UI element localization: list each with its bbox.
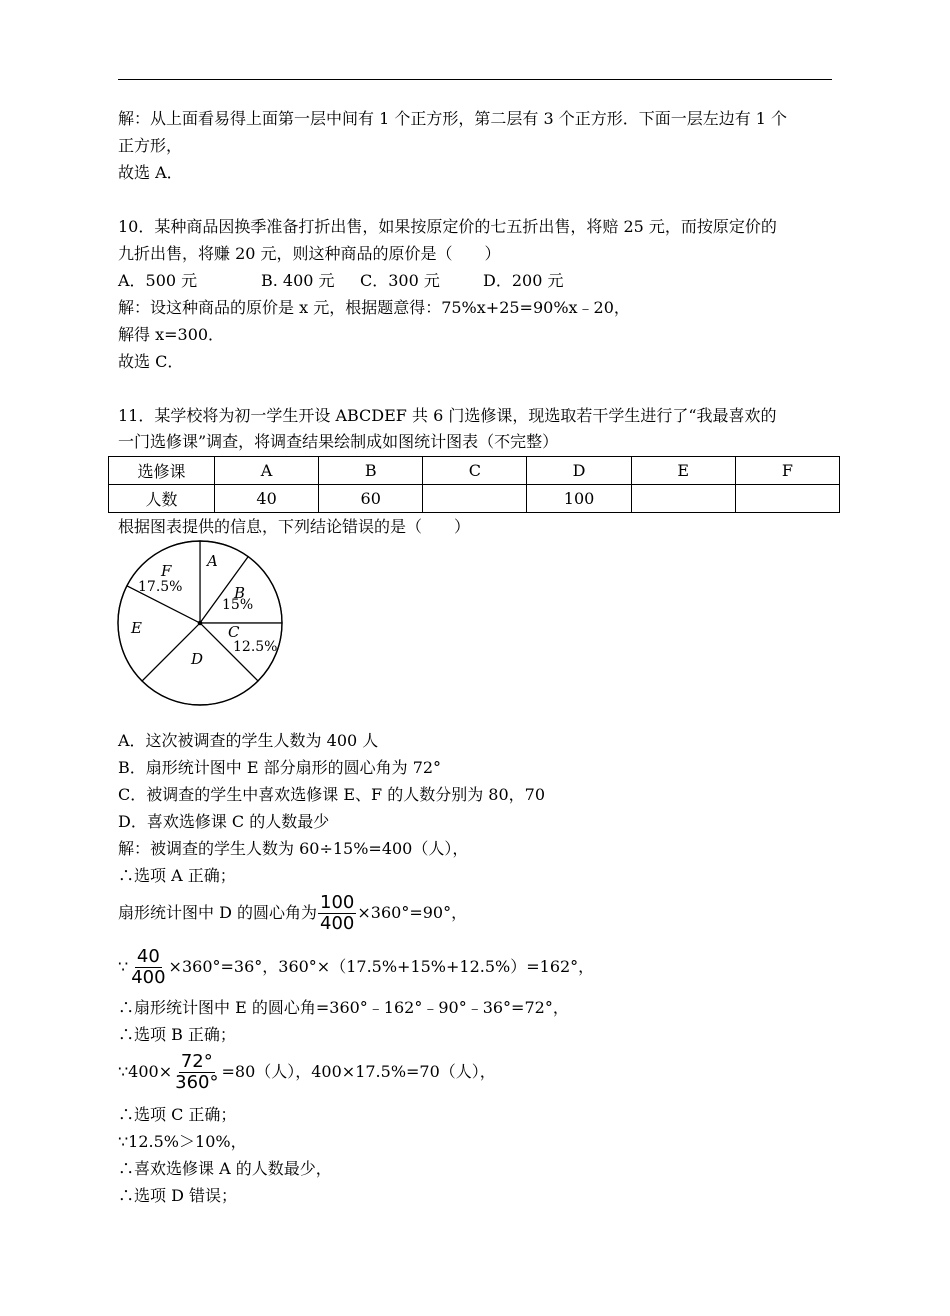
table-cell: 40 bbox=[215, 485, 319, 513]
text-segment: ×360°=36°，360°×（17.5%+15%+12.5%）=162°， bbox=[168, 957, 595, 976]
fraction-72-360 bbox=[173, 1052, 220, 1093]
table-row bbox=[109, 485, 840, 513]
fraction-100-400 bbox=[318, 893, 356, 934]
course-table bbox=[108, 456, 840, 513]
q11-option-a: A．这次被调查的学生人数为 400 人 bbox=[118, 731, 379, 750]
q11-sol-line2: ∴选项 A 正确； bbox=[118, 866, 236, 885]
table-cell bbox=[423, 485, 527, 513]
pie-center-dot bbox=[198, 621, 203, 626]
q10-stem-line2: 九折出售，将赚 20 元，则这种商品的原价是（ ） bbox=[118, 244, 501, 263]
pie-label-d: D bbox=[191, 650, 204, 668]
fraction-numerator: 100 bbox=[320, 892, 355, 913]
pie-pct-f: 17.5% bbox=[138, 579, 183, 595]
fraction-numerator: 40 bbox=[136, 946, 160, 967]
q11-sol-line10: ∴喜欢选修课 A 的人数最少， bbox=[118, 1159, 332, 1178]
text-segment: 扇形统计图中 D 的圆心角为 bbox=[118, 903, 318, 922]
header-rule bbox=[118, 79, 832, 80]
q10-option-a: A．500 元 bbox=[118, 271, 198, 290]
q9-solution-line2: 正方形， bbox=[118, 136, 183, 155]
q11-sol-line7 bbox=[118, 1049, 496, 1095]
q10-option-d: D．200 元 bbox=[483, 271, 564, 290]
q11-sol-line4 bbox=[118, 944, 594, 990]
table-header-row bbox=[109, 457, 840, 485]
table-cell: 60 bbox=[319, 485, 423, 513]
fraction-denominator: 400 bbox=[131, 967, 166, 988]
q11-sol-line11: ∴选项 D 错误； bbox=[118, 1186, 238, 1205]
pie-chart bbox=[116, 536, 290, 710]
text-segment: ∵ bbox=[118, 957, 129, 976]
q11-sol-line8: ∴选项 C 正确； bbox=[118, 1105, 237, 1124]
q11-sol-line1: 解：被调查的学生人数为 60÷15%=400（人）， bbox=[118, 839, 469, 858]
q10-answer: 故选 C． bbox=[118, 352, 184, 371]
table-cell: 选修课 bbox=[109, 457, 215, 485]
q11-option-d: D．喜欢选修课 C 的人数最少 bbox=[118, 812, 330, 831]
q11-stem-line1: 11．某学校将为初一学生开设 ABCDEF 共 6 门选修课，现选取若干学生进行了“我最喜欢的 bbox=[118, 406, 777, 425]
fraction-denominator: 400 bbox=[320, 913, 355, 934]
table-cell: 100 bbox=[527, 485, 631, 513]
q11-question: 根据图表提供的信息，下列结论错误的是（ ） bbox=[118, 517, 471, 536]
fraction-numerator: 72° bbox=[180, 1051, 213, 1072]
q10-stem-line1: 10．某种商品因换季准备打折出售，如果按原定价的七五折出售，将赔 25 元，而按原定价的 bbox=[118, 217, 777, 236]
q9-solution-line1: 解：从上面看易得上面第一层中间有 1 个正方形，第二层有 3 个正方形．下面一层左边有 1 个 bbox=[118, 109, 788, 128]
table-cell: B bbox=[319, 457, 423, 485]
q11-stem-line2: 一门选修课”调查，将调查结果绘制成如图统计图表（不完整） bbox=[118, 432, 559, 451]
table-cell: E bbox=[631, 457, 735, 485]
q11-sol-line6: ∴选项 B 正确； bbox=[118, 1025, 236, 1044]
q11-option-c: C．被调查的学生中喜欢选修课 E、F 的人数分别为 80，70 bbox=[118, 785, 546, 804]
table-cell bbox=[735, 485, 839, 513]
q11-option-b: B．扇形统计图中 E 部分扇形的圆心角为 72° bbox=[118, 758, 442, 777]
q10-option-c: C．300 元 bbox=[360, 271, 440, 290]
text-segment: ∵400× bbox=[118, 1062, 173, 1081]
text-segment: ×360°=90°， bbox=[357, 903, 468, 922]
pie-label-e: E bbox=[131, 619, 142, 637]
pie-label-f: F bbox=[161, 562, 172, 580]
q10-solution-line1: 解：设这种商品的原价是 x 元，根据题意得：75%x+25=90%x﹣20， bbox=[118, 298, 630, 317]
table-cell: C bbox=[423, 457, 527, 485]
pie-pct-c: 12.5% bbox=[233, 639, 278, 655]
q10-option-b: B. 400 元 bbox=[261, 271, 335, 290]
text-segment: =80（人），400×17.5%=70（人）， bbox=[221, 1062, 496, 1081]
table-cell bbox=[631, 485, 735, 513]
table-cell: A bbox=[215, 457, 319, 485]
table-cell: 人数 bbox=[109, 485, 215, 513]
q11-sol-line9: ∵12.5%＞10%， bbox=[118, 1132, 247, 1151]
pie-label-b: B bbox=[234, 584, 246, 602]
fraction-denominator: 360° bbox=[175, 1072, 219, 1093]
pie-pct-b: 15% bbox=[222, 597, 254, 613]
q11-sol-line5: ∴扇形统计图中 E 的圆心角=360°﹣162°﹣90°﹣36°=72°， bbox=[118, 998, 569, 1017]
table-cell: F bbox=[735, 457, 839, 485]
pie-label-c: C bbox=[228, 623, 240, 641]
q10-solution-line2: 解得 x=300． bbox=[118, 325, 225, 344]
q9-answer: 故选 A． bbox=[118, 163, 183, 182]
fraction-40-400 bbox=[129, 947, 167, 988]
table-cell: D bbox=[527, 457, 631, 485]
q11-sol-line3 bbox=[118, 890, 467, 936]
pie-label-a: A bbox=[207, 552, 218, 570]
